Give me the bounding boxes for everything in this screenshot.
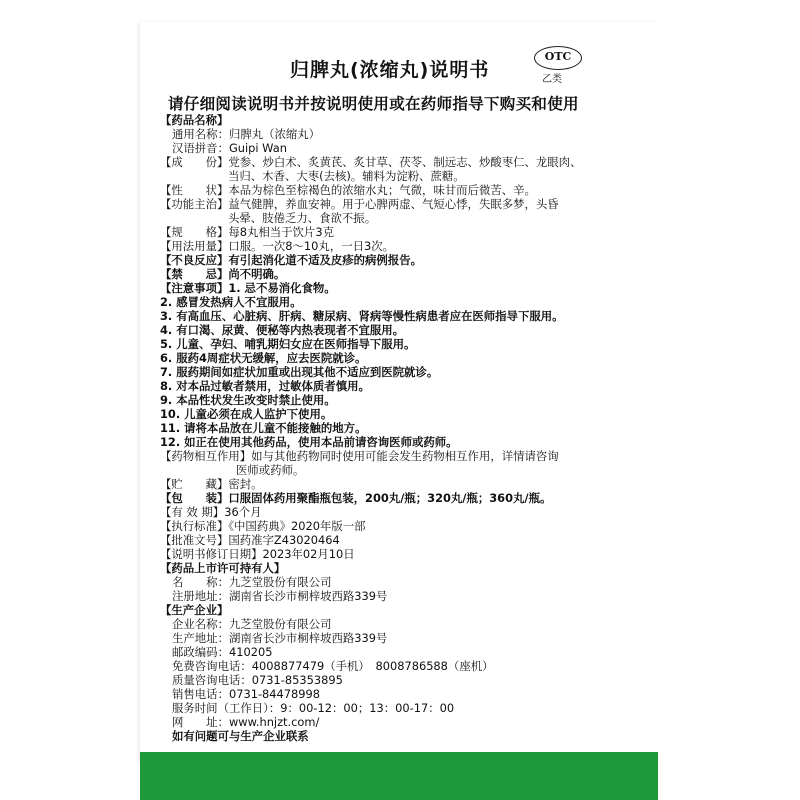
contraindications: 【禁 忌】尚不明确。 bbox=[160, 267, 286, 281]
precaution-7: 7. 服药期间如症状加重或出现其他不适应到医院就诊。 bbox=[160, 365, 439, 379]
page-title: 归脾丸(浓缩丸)说明书 bbox=[290, 59, 490, 81]
contact-note: 如有问题可与生产企业联系 bbox=[172, 729, 309, 743]
page-subtitle: 请仔细阅读说明书并按说明使用或在药师指导下购买和使用 bbox=[168, 95, 579, 113]
ingredients-cont: 当归、木香、大枣(去核)。辅料为淀粉、蔗糖。 bbox=[228, 169, 465, 183]
precaution-4: 4. 有口渴、尿黄、便秘等内热表现者不宜服用。 bbox=[160, 323, 405, 337]
dosage: 【用法用量】口服。一次8～10丸，一日3次。 bbox=[160, 239, 395, 253]
otc-badge: OTC bbox=[534, 46, 582, 70]
free-hotline: 免费咨询电话：4008877479（手机） 8008786588（座机） bbox=[172, 659, 494, 673]
pinyin-name: 汉语拼音：Guipi Wan bbox=[172, 141, 287, 155]
precaution-5: 5. 儿童、孕妇、哺乳期妇女应在医师指导下服用。 bbox=[160, 337, 416, 351]
quality-hotline: 质量咨询电话：0731-85353895 bbox=[172, 673, 343, 687]
shelf-life: 【有 效 期】36个月 bbox=[160, 505, 262, 519]
packaging: 【包 装】口服固体药用聚酯瓶包装，200丸/瓶；320丸/瓶；360丸/瓶。 bbox=[160, 491, 552, 505]
manufacturer-name: 企业名称：九芝堂股份有限公司 bbox=[172, 617, 332, 631]
drug-interactions-cont: 医师或药师。 bbox=[236, 463, 305, 477]
standard: 【执行标准】《中国药典》2020年版一部 bbox=[160, 519, 366, 533]
precaution-12: 12. 如正在使用其他药品，使用本品前请咨询医师或药师。 bbox=[160, 435, 458, 449]
generic-name: 通用名称：归脾丸（浓缩丸） bbox=[172, 127, 321, 141]
precaution-11: 11. 请将本品放在儿童不能接触的地方。 bbox=[160, 421, 367, 435]
adverse-reactions: 【不良反应】有引起消化道不适及皮疹的病例报告。 bbox=[160, 253, 422, 267]
precaution-9: 9. 本品性状发生改变时禁止使用。 bbox=[160, 393, 336, 407]
revision-date: 【说明书修订日期】2023年02月10日 bbox=[160, 547, 355, 561]
manufacturer-section: 【生产企业】 bbox=[160, 603, 229, 617]
appearance: 【性 状】本品为棕色至棕褐色的浓缩水丸；气微，味甘而后微苦、辛。 bbox=[160, 183, 536, 197]
mah-section: 【药品上市许可持有人】 bbox=[160, 561, 286, 575]
precaution-6: 6. 服药4周症状无缓解，应去医院就诊。 bbox=[160, 351, 367, 365]
otc-class-label: 乙类 bbox=[542, 74, 562, 85]
mah-name: 名 称：九芝堂股份有限公司 bbox=[172, 575, 332, 589]
website: 网 址：www.hnjzt.com/ bbox=[172, 715, 320, 729]
manufacturer-address: 生产地址：湖南省长沙市桐梓坡西路339号 bbox=[172, 631, 388, 645]
postal-code: 邮政编码：410205 bbox=[172, 645, 273, 659]
mah-address: 注册地址：湖南省长沙市桐梓坡西路339号 bbox=[172, 589, 388, 603]
precaution-2: 2. 感冒发热病人不宜服用。 bbox=[160, 295, 302, 309]
storage: 【贮 藏】密封。 bbox=[160, 477, 263, 491]
green-band bbox=[140, 752, 658, 800]
precaution-10: 10. 儿童必须在成人监护下使用。 bbox=[160, 407, 333, 421]
approval-number: 【批准文号】国药准字Z43020464 bbox=[160, 533, 340, 547]
service-hours: 服务时间（工作日）：9：00-12：00；13：00-17：00 bbox=[172, 701, 455, 715]
ingredients: 【成 份】党参、炒白术、炙黄芪、炙甘草、茯苓、制远志、炒酸枣仁、龙眼肉、 bbox=[160, 155, 582, 169]
specification: 【规 格】每8丸相当于饮片3克 bbox=[160, 225, 334, 239]
drug-interactions: 【药物相互作用】如与其他药物同时使用可能会发生药物相互作用，详情请咨询 bbox=[160, 449, 559, 463]
precaution-8: 8. 对本品过敏者禁用，过敏体质者慎用。 bbox=[160, 379, 370, 393]
section-drug-name: 【药品名称】 bbox=[160, 113, 229, 127]
indications-cont: 头晕、肢倦乏力、食欲不振。 bbox=[228, 211, 377, 225]
indications: 【功能主治】益气健脾，养血安神。用于心脾两虚、气短心悸，失眠多梦，头昏 bbox=[160, 197, 559, 211]
sales-phone: 销售电话：0731-84478998 bbox=[172, 687, 321, 701]
precaution-3: 3. 有高血压、心脏病、肝病、糖尿病、肾病等慢性病患者应在医师指导下服用。 bbox=[160, 309, 564, 323]
precautions: 【注意事项】1. 忌不易消化食物。 bbox=[160, 281, 336, 295]
